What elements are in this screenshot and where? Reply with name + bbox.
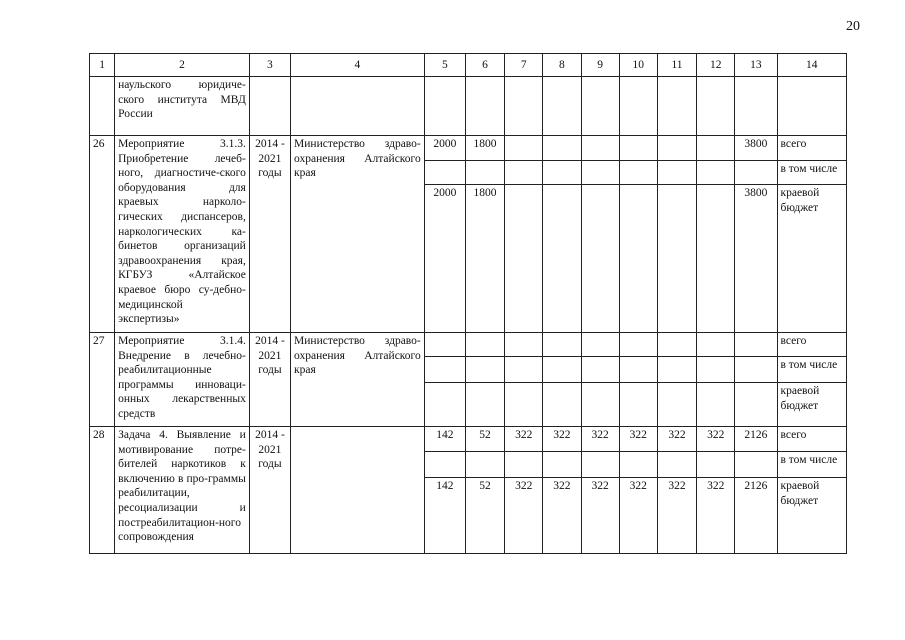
total-cell: [735, 383, 777, 427]
value-cell: [657, 136, 696, 161]
value-cell: [657, 333, 696, 357]
value-cell: 142: [424, 427, 465, 452]
value-cell: [697, 452, 735, 478]
measure-name-cell: Мероприятие 3.1.4. Внедрение в лечебно-реабилитационные программы инноваци-онных лекарственных средств: [115, 333, 250, 427]
value-cell: 52: [465, 478, 504, 554]
table-row: [90, 333, 847, 357]
total-cell: 3800: [735, 136, 777, 161]
value-cell: [581, 136, 619, 161]
value-cell: [505, 357, 543, 383]
value-cell: [581, 357, 619, 383]
value-cell: 2000: [424, 136, 465, 161]
header-cell: 11: [657, 54, 696, 77]
value-cell: [619, 136, 657, 161]
period-cell: 2014 - 2021 годы: [249, 136, 290, 333]
funding-source-cell: краевой бюджет: [777, 185, 847, 333]
value-cell: [465, 383, 504, 427]
executor-cell: [291, 427, 425, 554]
funding-source-cell: всего: [777, 427, 847, 452]
value-cell: [465, 161, 504, 185]
value-cell: 322: [543, 427, 581, 452]
header-cell: 1: [90, 54, 115, 77]
measure-name-cell: Мероприятие 3.1.3. Приобретение лечеб-ного, диагностиче-ского оборудования для краевых нарколо-гических диспансеров, наркологических ка-бинетов организаций здравоохранения края, КГБУЗ «Алтайское краевое бюро су-дебно-медицинской экспертизы»: [115, 136, 250, 333]
value-cell: [543, 333, 581, 357]
total-cell: [735, 161, 777, 185]
value-cell: [657, 161, 696, 185]
value-cell: [581, 383, 619, 427]
value-cell: [619, 452, 657, 478]
header-cell: 3: [249, 54, 290, 77]
value-cell: 322: [697, 478, 735, 554]
header-cell: 9: [581, 54, 619, 77]
total-cell: [735, 452, 777, 478]
value-cell: [505, 136, 543, 161]
measure-name-cell: Задача 4. Выявление и мотивирование потре-бителей наркотиков к включению в про-граммы реабилитации, ресоциализации и постреабилитацион-ного сопровождения: [115, 427, 250, 554]
value-cell: [619, 185, 657, 333]
value-cell: [657, 357, 696, 383]
value-cell: [581, 333, 619, 357]
value-cell: [424, 383, 465, 427]
funding-source-cell: всего: [777, 333, 847, 357]
value-cell: [505, 452, 543, 478]
value-cell: 322: [619, 427, 657, 452]
total-cell: [735, 357, 777, 383]
value-cell: [543, 136, 581, 161]
value-cell: [465, 333, 504, 357]
funding-source-cell: всего: [777, 136, 847, 161]
value-cell: [619, 333, 657, 357]
row-number-cell: 28: [90, 427, 115, 554]
value-cell: [465, 357, 504, 383]
funding-source-cell: в том числе: [777, 161, 847, 185]
value-cell: [424, 333, 465, 357]
funding-source-cell: в том числе: [777, 357, 847, 383]
total-cell: 3800: [735, 185, 777, 333]
value-cell: 322: [543, 478, 581, 554]
measure-name-cell: наульского юридиче-ского института МВД России: [115, 77, 250, 136]
table-header-row: [90, 54, 847, 77]
value-cell: 322: [657, 427, 696, 452]
value-cell: [505, 185, 543, 333]
value-cell: [697, 185, 735, 333]
table-row: [90, 77, 847, 136]
funding-source-cell: краевой бюджет: [777, 478, 847, 554]
value-cell: [697, 383, 735, 427]
value-cell: [697, 161, 735, 185]
value-cell: [505, 161, 543, 185]
header-cell: 2: [115, 54, 250, 77]
value-cell: 322: [619, 478, 657, 554]
header-cell: 5: [424, 54, 465, 77]
header-cell: 10: [619, 54, 657, 77]
value-cell: 142: [424, 478, 465, 554]
value-cell: [465, 452, 504, 478]
value-cell: [581, 452, 619, 478]
value-cell: [619, 383, 657, 427]
value-cell: [581, 161, 619, 185]
value-cell: 322: [581, 478, 619, 554]
header-cell: 12: [697, 54, 735, 77]
header-cell: 8: [543, 54, 581, 77]
value-cell: [424, 357, 465, 383]
value-cell: 322: [505, 478, 543, 554]
value-cell: [697, 357, 735, 383]
value-cell: [543, 383, 581, 427]
value-cell: [657, 452, 696, 478]
header-cell: 4: [291, 54, 425, 77]
value-cell: 1800: [465, 136, 504, 161]
value-cell: 2000: [424, 185, 465, 333]
value-cell: [543, 161, 581, 185]
value-cell: [581, 185, 619, 333]
funding-source-cell: в том числе: [777, 452, 847, 478]
value-cell: [657, 383, 696, 427]
value-cell: 52: [465, 427, 504, 452]
value-cell: 322: [697, 427, 735, 452]
value-cell: 322: [505, 427, 543, 452]
value-cell: [619, 357, 657, 383]
period-cell: 2014 - 2021 годы: [249, 427, 290, 554]
value-cell: [543, 452, 581, 478]
header-cell: 6: [465, 54, 504, 77]
value-cell: [543, 185, 581, 333]
header-cell: 7: [505, 54, 543, 77]
value-cell: [619, 161, 657, 185]
table-row: [90, 136, 847, 161]
total-cell: 2126: [735, 478, 777, 554]
value-cell: [543, 357, 581, 383]
value-cell: [424, 161, 465, 185]
funding-source-cell: краевой бюджет: [777, 383, 847, 427]
header-cell: 14: [777, 54, 847, 77]
page-number: 20: [846, 19, 860, 34]
value-cell: 322: [581, 427, 619, 452]
value-cell: [505, 333, 543, 357]
value-cell: [697, 333, 735, 357]
value-cell: [505, 383, 543, 427]
executor-cell: Министерство здраво-охранения Алтайского края: [291, 333, 425, 427]
period-cell: 2014 - 2021 годы: [249, 333, 290, 427]
value-cell: 1800: [465, 185, 504, 333]
executor-cell: Министерство здраво-охранения Алтайского края: [291, 136, 425, 333]
value-cell: 322: [657, 478, 696, 554]
value-cell: [657, 185, 696, 333]
row-number-cell: 27: [90, 333, 115, 427]
value-cell: [697, 136, 735, 161]
value-cell: [424, 452, 465, 478]
total-cell: [735, 333, 777, 357]
header-cell: 13: [735, 54, 777, 77]
total-cell: 2126: [735, 427, 777, 452]
program-table: [89, 53, 847, 554]
table-row: [90, 427, 847, 452]
row-number-cell: 26: [90, 136, 115, 333]
